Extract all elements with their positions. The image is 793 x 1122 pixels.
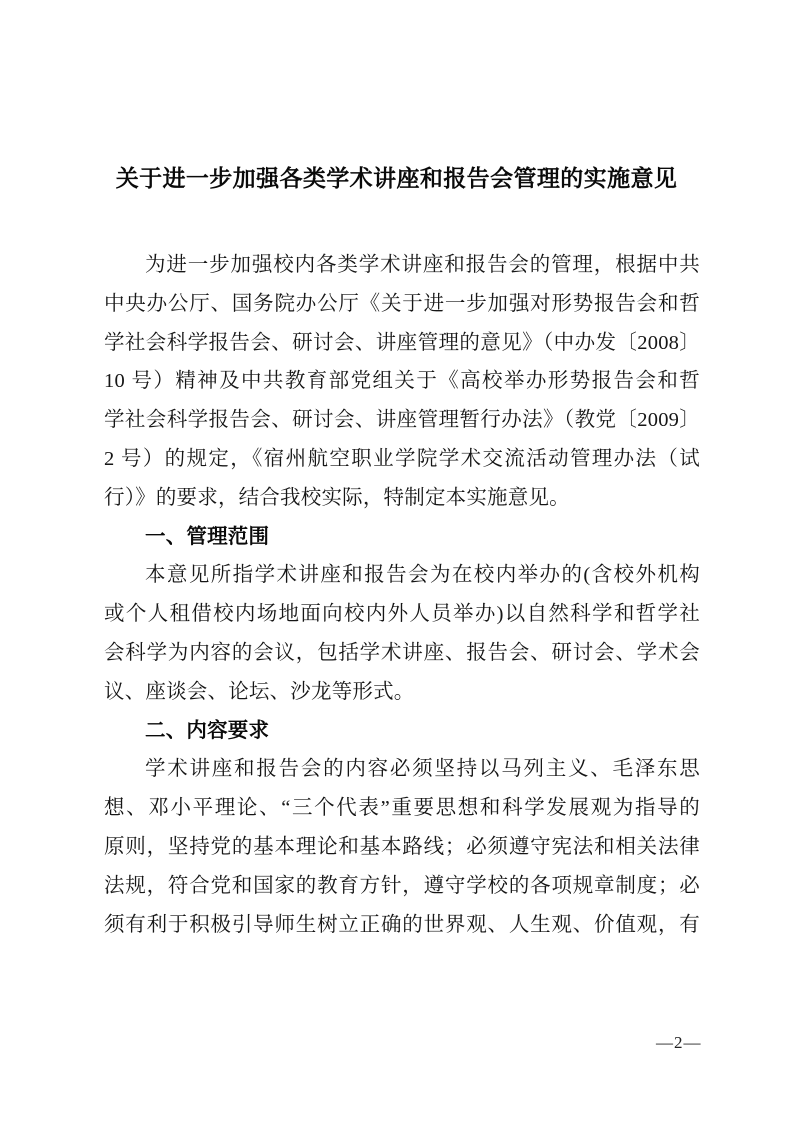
- paragraph-line: 学社会科学报告会、研讨会、讲座管理暂行办法》（教党〔2009〕: [104, 409, 700, 432]
- paragraph-line: 会科学为内容的会议，包括学术讲座、报告会、研讨会、学术会: [104, 641, 700, 664]
- paragraph-line: 10 号）精神及中共教育部党组关于《高校举办形势报告会和哲: [104, 370, 700, 393]
- paragraph-line: 为进一步加强校内各类学术讲座和报告会的管理，根据中共: [145, 254, 700, 276]
- paragraph-line: 中央办公厅、国务院办公厅《关于进一步加强对形势报告会和哲: [104, 292, 700, 315]
- paragraph-line: 本意见所指学术讲座和报告会为在校内举办的(含校外机构: [145, 564, 700, 587]
- paragraph-line: 或个人租借校内场地面向校内外人员举办)以自然科学和哲学社: [104, 603, 700, 626]
- paragraph-line: 学术讲座和报告会的内容必须坚持以马列主义、毛泽东思: [145, 758, 700, 781]
- paragraph-line: 议、座谈会、论坛、沙龙等形式。: [104, 680, 415, 703]
- paragraph-line: 原则，坚持党的基本理论和基本路线；必须遵守宪法和相关法律: [104, 835, 700, 858]
- document-title: 关于进一步加强各类学术讲座和报告会管理的实施意见: [115, 166, 678, 191]
- paragraph-line: 法规，符合党和国家的教育方针，遵守学校的各项规章制度；必: [104, 874, 700, 897]
- document-body: [104, 246, 700, 944]
- paragraph-line: 须有利于积极引导师生树立正确的世界观、人生观、价值观，有: [104, 913, 700, 936]
- section-heading: 一、管理范围: [145, 525, 270, 548]
- paragraph-line: 想、邓小平理论、“三个代表”重要思想和科学发展观为指导的: [104, 797, 700, 820]
- paragraph-line: 学社会科学报告会、研讨会、讲座管理的意见》（中办发〔2008〕: [104, 331, 700, 354]
- page-number: —2—: [656, 1033, 702, 1052]
- section-heading: 二、内容要求: [145, 719, 270, 742]
- paragraph-line: 行）》的要求，结合我校实际，特制定本实施意见。: [104, 486, 570, 509]
- paragraph-line: 2 号）的规定，《宿州航空职业学院学术交流活动管理办法（试: [104, 447, 700, 470]
